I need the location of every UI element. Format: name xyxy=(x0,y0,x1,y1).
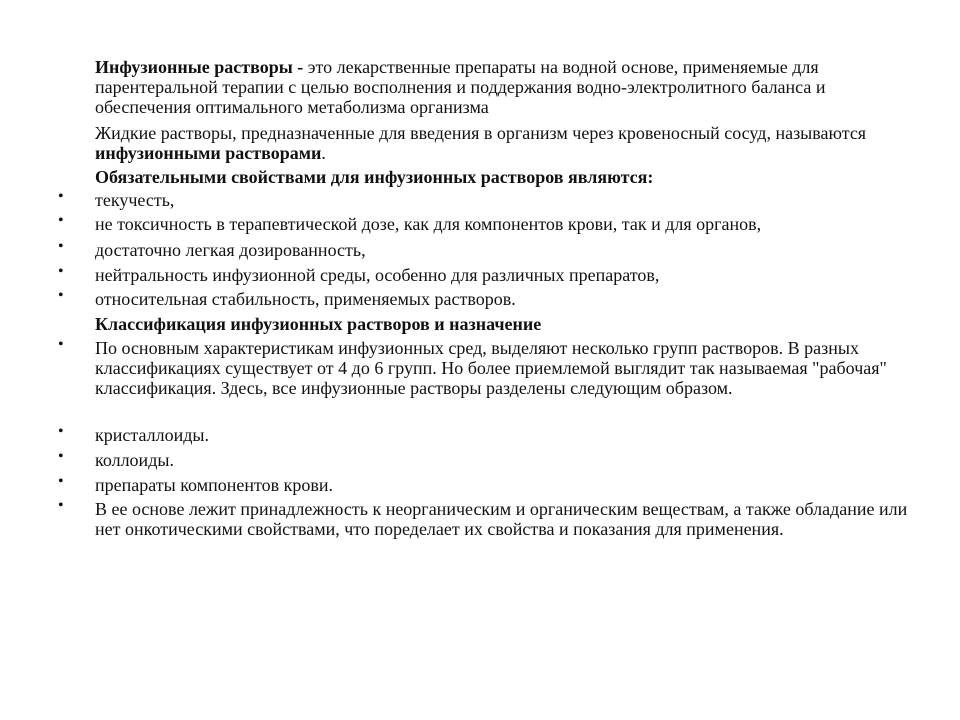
property-text: текучесть, xyxy=(95,190,175,210)
bullet-icon: • xyxy=(58,188,64,205)
classification-text: По основным характеристикам инфузионных сред, выделяют несколько групп растворов. В разных классификациях существует от 4 до 6 групп. Но более приемлемой выглядит так называемая "рабочая" классификация. Здесь, все инфузионные растворы разделены следующим образом. xyxy=(95,338,887,398)
bullet-icon: • xyxy=(58,238,64,255)
bullet-icon: • xyxy=(58,423,64,440)
classification-text: В ее основе лежит принадлежность к неорганическим и органическим веществам, а также обладание или нет онкотическими свойствами, что поределает их свойства и показания для применения. xyxy=(95,499,908,539)
bullet-icon: • xyxy=(58,497,64,514)
properties-heading: Обязательными свойствами для инфузионных растворов являются: xyxy=(95,167,654,187)
liquid-solutions-paragraph xyxy=(95,123,915,163)
bullet-icon: • xyxy=(58,336,64,353)
classification-text: коллоиды. xyxy=(95,450,174,470)
classification-text: препараты компонентов крови. xyxy=(95,475,333,495)
bullet-icon: • xyxy=(58,212,64,229)
property-text: достаточно легкая дозированность, xyxy=(95,240,366,260)
bullet-icon: • xyxy=(58,473,64,490)
liquid-solutions-text: Жидкие растворы, предназначенные для введения в организм через кровеносный сосуд, называются xyxy=(95,123,867,143)
bullet-icon: • xyxy=(58,287,64,304)
definition-text: это лекарственные препараты на водной основе, применяемые для парентеральной терапии с целью восполнения и поддержания водно-электролитного баланса и обеспечения оптимального метаболизма организма xyxy=(95,57,826,117)
classification-heading: Классификация инфузионных растворов и назначение xyxy=(95,314,542,334)
bullet-icon: • xyxy=(58,263,64,280)
definition-term: Инфузионные растворы - xyxy=(95,57,304,77)
definition-paragraph xyxy=(95,57,915,117)
property-text: нейтральность инфузионной среды, особенно для различных препаратов, xyxy=(95,265,660,285)
property-text: относительная стабильность, применяемых растворов. xyxy=(95,289,516,309)
bullet-icon: • xyxy=(58,448,64,465)
property-text: не токсичность в терапевтической дозе, как для компонентов крови, так и для органов, xyxy=(95,214,762,234)
classification-text: кристаллоиды. xyxy=(95,425,209,445)
liquid-solutions-term: инфузионными растворами xyxy=(95,143,322,163)
liquid-solutions-end: . xyxy=(321,143,326,163)
